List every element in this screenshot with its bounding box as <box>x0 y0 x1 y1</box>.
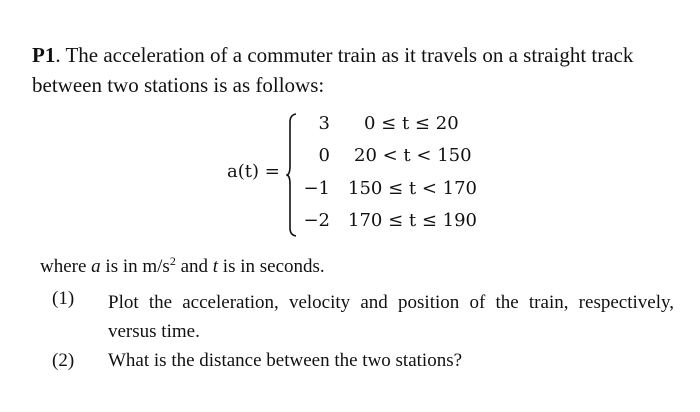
units-t-unit: is in seconds. <box>218 256 325 277</box>
problem-intro-text: . The acceleration of a commuter train as it travels on a straight track between two stations is as follows: <box>32 43 634 97</box>
equation-lhs: a(t) = <box>227 161 280 182</box>
problem-statement <box>32 40 672 100</box>
units-note <box>40 256 325 278</box>
question-text: Plot the acceleration, velocity and position of the train, respectively, versus time. <box>108 292 674 342</box>
units-superscript: 2 <box>169 254 176 268</box>
question-number: (2) <box>52 350 75 371</box>
units-prefix: where <box>40 256 92 277</box>
case-condition: 0 ≤ t ≤ 20 <box>364 113 459 134</box>
question-text: What is the distance between the two stations? <box>108 350 463 371</box>
case-value: −1 <box>303 178 330 199</box>
problem-label: P1 <box>32 43 56 67</box>
case-condition: 150 ≤ t < 170 <box>348 178 477 199</box>
units-t-symbol: t <box>212 256 219 277</box>
units-a-symbol: a <box>91 256 101 277</box>
case-value: 0 <box>318 145 330 166</box>
units-a-unit: is in m/s <box>100 256 170 277</box>
units-and: and <box>175 256 213 277</box>
case-condition: 20 < t < 150 <box>354 145 472 166</box>
case-condition: 170 ≤ t ≤ 190 <box>348 210 477 231</box>
case-value: 3 <box>318 113 330 134</box>
case-value: −2 <box>303 210 330 231</box>
question-number: (1) <box>52 288 75 309</box>
